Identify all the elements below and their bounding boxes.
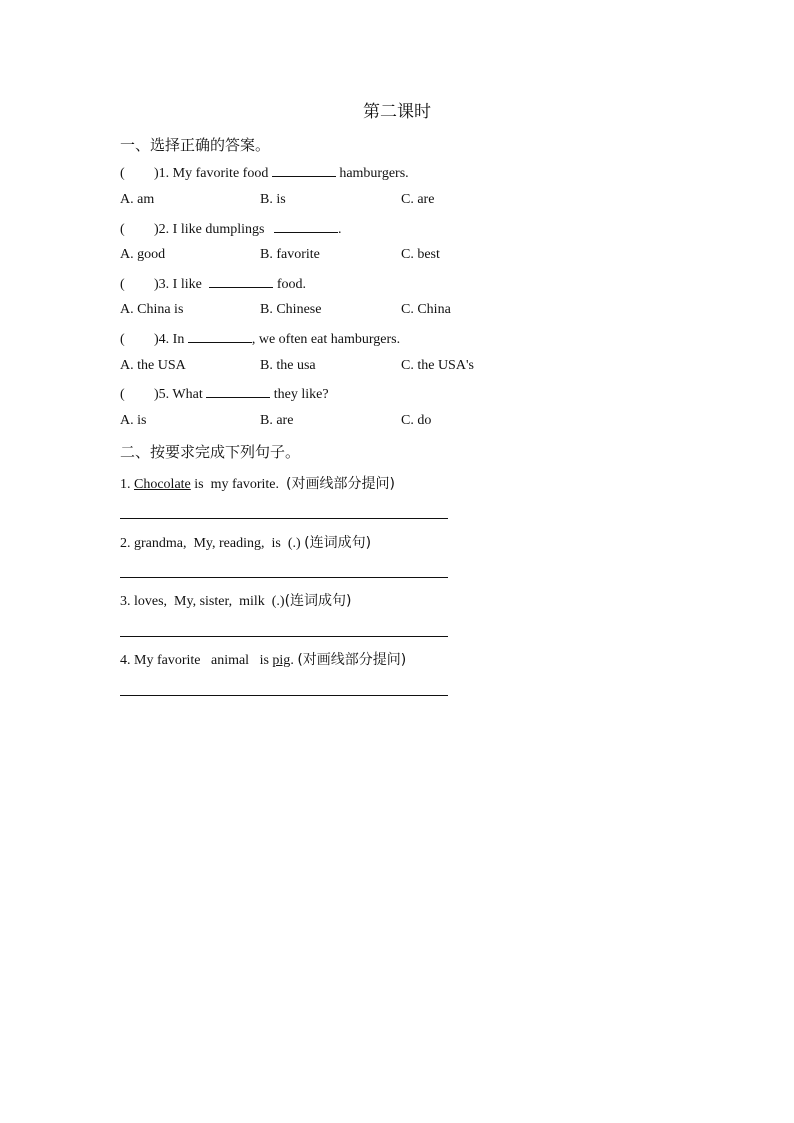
sentence-text-end: . (290, 653, 298, 668)
instruction-hint: (连词成句) (304, 535, 372, 551)
question-text-after: , we often eat hamburgers. (251, 332, 401, 347)
instruction-hint: (对画线部分提问) (286, 476, 395, 492)
question-text-before: In (172, 332, 185, 347)
question-4 (120, 330, 400, 348)
question-text-after: they like? (273, 387, 329, 402)
option-b: B. Chinese (260, 302, 322, 317)
section-1-heading: 一、选择正确的答案。 (120, 136, 271, 154)
sentence-text: grandma, My, reading, is (.) (134, 536, 305, 551)
option-b: B. are (260, 413, 294, 428)
option-b: B. is (260, 192, 286, 207)
underlined-word: pig (272, 653, 291, 668)
instruction-hint: (对画线部分提问) (297, 652, 407, 668)
answer-paren[interactable]: ( (120, 387, 125, 402)
item-number: 3. (120, 594, 131, 609)
question-number: )5. (154, 387, 170, 402)
question-text-before: What (172, 387, 203, 402)
fill-blank (206, 385, 270, 398)
question-text-after: . (337, 222, 342, 237)
option-b: B. the usa (260, 358, 316, 373)
option-b: B. favorite (260, 247, 320, 262)
question-text-before: I like dumplings (172, 222, 265, 237)
option-a: A. China is (120, 302, 184, 317)
question-5 (120, 385, 329, 403)
question-number: )3. (154, 277, 170, 292)
sentence-text: loves, My, sister, milk (.) (134, 594, 285, 609)
answer-paren[interactable]: ( (120, 222, 125, 237)
option-c: C. best (401, 247, 440, 262)
question-number: )2. (154, 222, 170, 237)
question-3 (120, 275, 306, 293)
sentence-task-2 (120, 532, 371, 552)
fill-blank (274, 220, 338, 233)
fill-blank (209, 275, 273, 288)
section-2-heading: 二、按要求完成下列句子。 (120, 443, 301, 461)
answer-paren[interactable]: ( (120, 277, 125, 292)
underlined-word: Chocolate (134, 477, 191, 492)
instruction-hint: (连词成句) (284, 593, 352, 609)
fill-blank (272, 164, 336, 177)
answer-line[interactable] (120, 518, 448, 519)
option-c: C. are (401, 192, 435, 207)
option-c: C. the USA's (401, 358, 474, 373)
option-a: A. good (120, 247, 166, 262)
question-2 (120, 220, 341, 238)
answer-line[interactable] (120, 636, 448, 637)
option-c: C. China (401, 302, 451, 317)
answer-line[interactable] (120, 577, 448, 578)
question-number: )4. (154, 332, 170, 347)
item-number: 1. (120, 477, 131, 492)
option-a: A. am (120, 192, 155, 207)
sentence-text: is my favorite. (190, 477, 287, 492)
page-title: 第二课时 (363, 102, 431, 122)
question-number: )1. (154, 166, 170, 181)
sentence-text: My favorite animal is (134, 653, 273, 668)
item-number: 2. (120, 536, 131, 551)
option-a: A. the USA (120, 358, 186, 373)
option-c: C. do (401, 413, 432, 428)
fill-blank (188, 330, 252, 343)
question-1 (120, 164, 409, 182)
sentence-task-1 (120, 473, 395, 493)
answer-paren[interactable]: ( (120, 332, 125, 347)
sentence-task-4 (120, 649, 406, 669)
answer-paren[interactable]: ( (120, 166, 125, 181)
question-text-before: I like (172, 277, 202, 292)
option-a: A. is (120, 413, 147, 428)
item-number: 4. (120, 653, 131, 668)
answer-line[interactable] (120, 695, 448, 696)
question-text-after: hamburgers. (339, 166, 409, 181)
question-text-before: My favorite food (172, 166, 269, 181)
sentence-task-3 (120, 590, 352, 610)
question-text-after: food. (276, 277, 306, 292)
